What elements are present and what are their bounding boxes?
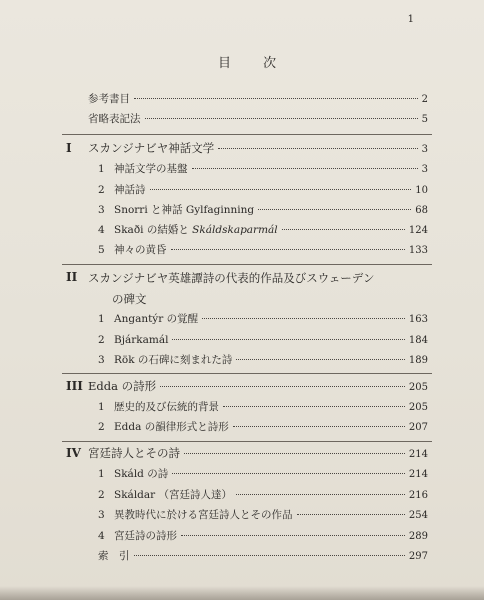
entry-label: 1 Angantýr の覚醒 <box>98 313 199 325</box>
entry-page: 133 <box>408 245 428 256</box>
toc-entry <box>98 183 428 198</box>
page-number: 1 <box>407 14 414 25</box>
toc-entry <box>98 467 428 482</box>
entry-page: 205 <box>408 402 428 413</box>
toc-entry-index <box>98 549 428 564</box>
dot-leader <box>236 494 405 495</box>
toc-entry <box>98 488 428 503</box>
divider <box>62 264 432 265</box>
entry-page: 163 <box>408 314 428 325</box>
chapter-numeral: IV <box>66 446 81 460</box>
chapter-heading <box>88 379 428 395</box>
entry-page: 214 <box>408 469 428 480</box>
dot-leader <box>202 318 405 319</box>
entry-label: 3 Snorri と神話 Gylfaginning <box>98 204 255 216</box>
entry-label: 1 Skáld の詩 <box>98 468 169 480</box>
entry-page: 124 <box>408 225 428 236</box>
dot-leader <box>258 209 411 210</box>
entry-page: 297 <box>408 551 428 562</box>
entry-label: 索 引 <box>98 550 130 562</box>
divider <box>62 373 432 374</box>
dot-leader <box>218 148 417 149</box>
entry-page: 189 <box>408 355 428 366</box>
entry-page: 3 <box>421 164 428 175</box>
dot-leader <box>192 168 418 169</box>
dot-leader <box>134 555 405 556</box>
entry-page: 2 <box>421 94 428 105</box>
entry-label: 1 神話文学の基盤 <box>98 163 188 175</box>
entry-label: 1 歴史的及び伝統的背景 <box>98 401 219 413</box>
dot-leader <box>150 189 412 190</box>
entry-label: 3 異教時代に於ける宮廷詩人とその作品 <box>98 509 293 521</box>
toc-entry <box>98 243 428 258</box>
dot-leader <box>223 406 405 407</box>
entry-page: 10 <box>415 185 428 196</box>
entry-label: 2 神話詩 <box>98 184 146 196</box>
entry-page: 216 <box>408 490 428 501</box>
dot-leader <box>236 359 404 360</box>
chapter-numeral: III <box>66 379 83 393</box>
chapter-title: 宮廷詩人とその詩 <box>88 446 180 460</box>
chapter-title: スカンジナビヤ神話文学 <box>88 141 215 155</box>
entry-label: 2 Bjárkamál <box>98 334 169 346</box>
chapter-numeral: I <box>66 141 72 155</box>
toc-entry <box>98 203 428 218</box>
toc-entry <box>98 400 428 415</box>
dot-leader <box>134 98 418 99</box>
toc-entry <box>98 508 428 523</box>
toc-entry <box>98 223 428 238</box>
toc-entry <box>98 353 428 368</box>
entry-page: 184 <box>408 335 428 346</box>
entry-label: 3 Rök の石碑に刻まれた詩 <box>98 354 233 366</box>
dot-leader <box>181 535 405 536</box>
toc-entry <box>98 420 428 435</box>
toc-entry <box>98 312 428 327</box>
chapter-numeral: II <box>66 270 78 284</box>
toc-entry <box>98 333 428 348</box>
dot-leader <box>160 386 405 387</box>
dot-leader <box>233 426 405 427</box>
chapter-title: スカンジナビヤ英雄譚詩の代表的作品及びスウェーデン <box>88 271 375 285</box>
entry-page: 254 <box>408 510 428 521</box>
entry-label: 参考書目 <box>88 93 130 105</box>
divider <box>62 134 432 135</box>
divider <box>62 441 432 442</box>
chapter-title: Edda の詩形 <box>88 379 157 393</box>
dot-leader <box>184 453 405 454</box>
entry-page: 289 <box>408 531 428 542</box>
entry-label: 省略表記法 <box>88 113 141 125</box>
toc-entry <box>98 162 428 177</box>
dot-leader <box>297 514 405 515</box>
dot-leader <box>172 339 404 340</box>
entry-page: 214 <box>408 449 428 460</box>
entry-page: 207 <box>408 422 428 433</box>
entry-page: 5 <box>421 114 428 125</box>
toc-entry-abbreviations <box>88 112 428 127</box>
entry-page: 3 <box>421 144 428 155</box>
entry-label: 4 宮廷詩の詩形 <box>98 530 177 542</box>
entry-page: 68 <box>415 205 428 216</box>
entry-label: 5 神々の黄昏 <box>98 244 167 256</box>
chapter-title-continued: の碑文 <box>112 292 147 306</box>
entry-label: 2 Edda の韻律形式と詩形 <box>98 421 229 433</box>
entry-label: 4 Skaði の結婚と Skáldskaparmál <box>98 224 278 236</box>
entry-label: 2 Skáldar （宮廷詩人達） <box>98 489 233 501</box>
dot-leader <box>172 473 405 474</box>
entry-page: 205 <box>408 382 428 393</box>
chapter-heading <box>88 446 428 462</box>
chapter-heading <box>88 141 428 157</box>
toc-title: 目 次 <box>218 56 291 71</box>
dot-leader <box>171 249 405 250</box>
toc-entry <box>98 529 428 544</box>
dot-leader <box>282 229 405 230</box>
dot-leader <box>145 118 418 119</box>
toc-entry-references <box>88 92 428 107</box>
